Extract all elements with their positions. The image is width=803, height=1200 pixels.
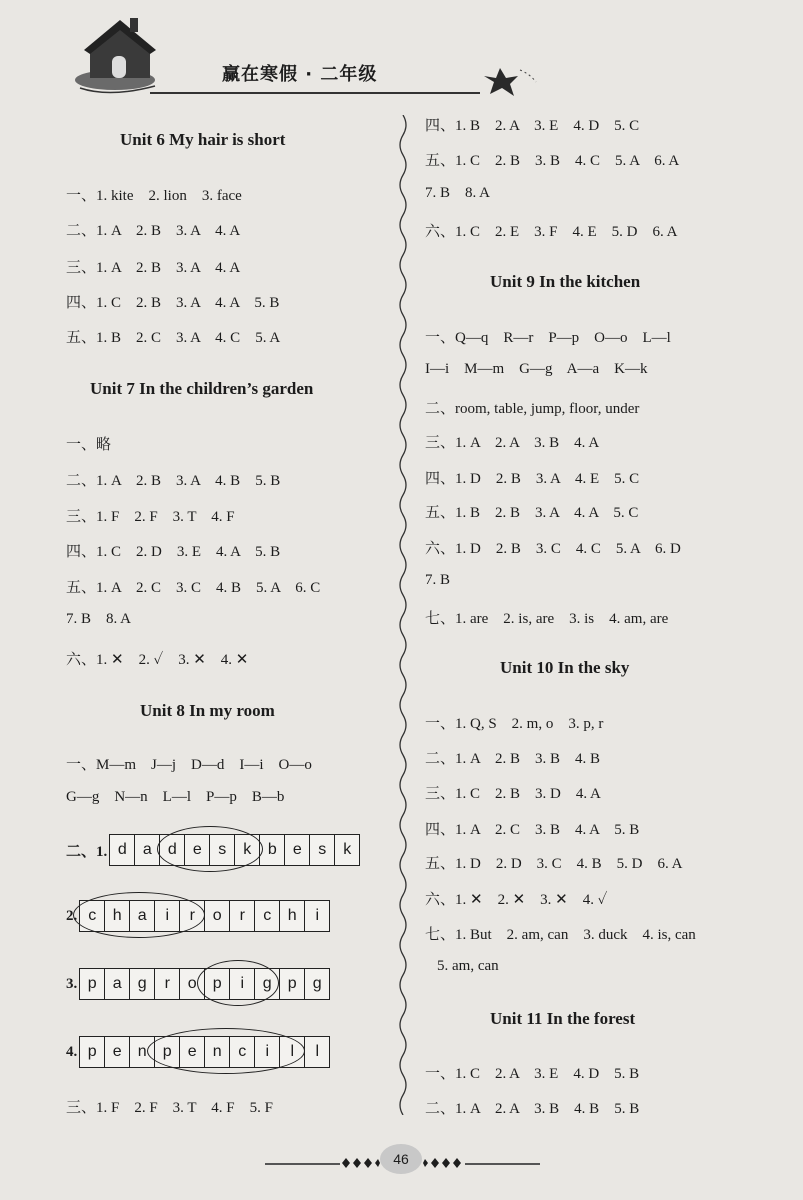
answer-line: 三、1. F 2. F 3. T 4. F 5. F bbox=[66, 1100, 273, 1116]
answer-line: 五、1. A 2. C 3. C 4. B 5. A 6. C bbox=[66, 580, 321, 596]
answer-line: 三、1. A 2. A 3. B 4. A bbox=[425, 435, 600, 451]
answer-line: 一、1. kite 2. lion 3. face bbox=[66, 188, 242, 204]
letter-cell: p bbox=[79, 1036, 105, 1068]
letter-cell: g bbox=[305, 968, 330, 1000]
unit8-title: Unit 8 In my room bbox=[140, 701, 275, 720]
letter-cell: c bbox=[255, 900, 280, 932]
word-grid bbox=[66, 1036, 330, 1068]
answer-line: 一、1. Q, S 2. m, o 3. p, r bbox=[425, 716, 604, 732]
answer-line: 二、1. A 2. B 3. B 4. B bbox=[425, 751, 601, 767]
letter-cell: p bbox=[280, 968, 305, 1000]
answer-circle bbox=[197, 960, 279, 1006]
answer-line: 7. B 8. A bbox=[66, 611, 132, 627]
grid-label: 二、1. bbox=[66, 843, 108, 860]
answer-line: 七、1. But 2. am, can 3. duck 4. is, can bbox=[425, 927, 696, 943]
unit6-title: Unit 6 My hair is short bbox=[120, 130, 286, 149]
answer-line: I—i M—m G—g A—a K—k bbox=[425, 361, 648, 377]
letter-cell: g bbox=[130, 968, 155, 1000]
letter-cell: s bbox=[310, 834, 335, 866]
letter-cell: s bbox=[210, 834, 235, 866]
diamond-ornament-left bbox=[338, 1155, 380, 1171]
answer-line: 五、1. B 2. C 3. A 4. C 5. A bbox=[66, 330, 281, 346]
letter-cell: r bbox=[180, 900, 205, 932]
letter-cell: e bbox=[285, 834, 310, 866]
letter-cell: n bbox=[130, 1036, 155, 1068]
letter-cell: k bbox=[335, 834, 360, 866]
letter-cell: a bbox=[105, 968, 130, 1000]
grid-label: 4. bbox=[66, 1043, 78, 1060]
letter-cell: d bbox=[160, 834, 185, 866]
answer-line: 四、1. B 2. A 3. E 4. D 5. C bbox=[425, 118, 640, 134]
letter-cell: i bbox=[255, 1036, 280, 1068]
answer-line: 四、1. C 2. B 3. A 4. A 5. B bbox=[66, 295, 280, 311]
page-number: 46 bbox=[380, 1144, 422, 1174]
unit11-title: Unit 11 In the forest bbox=[490, 1009, 636, 1028]
letter-cell: h bbox=[105, 900, 130, 932]
letter-cells bbox=[79, 1036, 330, 1068]
answer-line: 六、1. ✕ 2. ✕ 3. ✕ 4. ✓ bbox=[425, 892, 608, 908]
column-divider bbox=[393, 115, 413, 1115]
footer-rule-right bbox=[465, 1163, 540, 1165]
answer-line: 五、1. B 2. B 3. A 4. A 5. C bbox=[425, 505, 639, 521]
unit10-title: Unit 10 In the sky bbox=[500, 658, 630, 677]
letter-cell: b bbox=[260, 834, 285, 866]
grid-label: 2. bbox=[66, 907, 78, 924]
answer-line: 六、1. C 2. E 3. F 4. E 5. D 6. A bbox=[425, 224, 678, 240]
answer-circle bbox=[147, 1028, 305, 1074]
unit9-title: Unit 9 In the kitchen bbox=[490, 272, 641, 291]
letter-cell: p bbox=[79, 968, 105, 1000]
book-title: 赢在寒假 · 二年级 bbox=[222, 64, 378, 85]
letter-cells bbox=[79, 900, 330, 932]
answer-line: 二、1. A 2. B 3. A 4. B 5. B bbox=[66, 473, 281, 489]
answer-circle bbox=[73, 892, 205, 938]
answer-line: 五、1. C 2. B 3. B 4. C 5. A 6. A bbox=[425, 153, 680, 169]
answer-line: 三、1. F 2. F 3. T 4. F bbox=[66, 509, 235, 525]
letter-cell: c bbox=[230, 1036, 255, 1068]
word-grid bbox=[66, 968, 330, 1000]
answer-line: 四、1. A 2. C 3. B 4. A 5. B bbox=[425, 822, 640, 838]
letter-cell: g bbox=[255, 968, 280, 1000]
answer-line: 三、1. C 2. B 3. D 4. A bbox=[425, 786, 601, 802]
letter-cell: i bbox=[155, 900, 180, 932]
answer-line: 7. B 8. A bbox=[425, 185, 491, 201]
letter-cell: p bbox=[205, 968, 230, 1000]
answer-line: G—g N—n L—l P—p B—b bbox=[66, 789, 285, 805]
letter-cell: a bbox=[130, 900, 155, 932]
answer-line: 五、1. D 2. D 3. C 4. B 5. D 6. A bbox=[425, 856, 683, 872]
letter-cells bbox=[79, 968, 330, 1000]
house-illustration bbox=[70, 8, 170, 98]
letter-cell: l bbox=[280, 1036, 305, 1068]
answer-line: 二、1. A 2. B 3. A 4. A bbox=[66, 223, 241, 239]
footer-rule-left bbox=[265, 1163, 340, 1165]
letter-cell: c bbox=[79, 900, 105, 932]
letter-cell: i bbox=[305, 900, 330, 932]
answer-line: 一、Q—q R—r P—p O—o L—l bbox=[425, 330, 671, 346]
answer-line: 一、M—m J—j D—d I—i O—o bbox=[66, 757, 312, 773]
letter-cell: l bbox=[305, 1036, 330, 1068]
letter-cell: a bbox=[135, 834, 160, 866]
letter-cell: d bbox=[109, 834, 135, 866]
answer-line: 六、1. D 2. B 3. C 4. C 5. A 6. D bbox=[425, 541, 681, 557]
letter-cell: k bbox=[235, 834, 260, 866]
letter-cell: e bbox=[180, 1036, 205, 1068]
answer-line: 一、1. C 2. A 3. E 4. D 5. B bbox=[425, 1066, 640, 1082]
answer-line: 二、room, table, jump, floor, under bbox=[425, 401, 640, 417]
letter-cell: h bbox=[280, 900, 305, 932]
answer-line: 四、1. D 2. B 3. A 4. E 5. C bbox=[425, 471, 640, 487]
letter-cell: n bbox=[205, 1036, 230, 1068]
answer-line: 七、1. are 2. is, are 3. is 4. am, are bbox=[425, 611, 669, 627]
letter-cell: r bbox=[155, 968, 180, 1000]
word-grid bbox=[66, 834, 360, 866]
letter-cell: o bbox=[205, 900, 230, 932]
answer-line: 三、1. A 2. B 3. A 4. A bbox=[66, 260, 241, 276]
answer-line: 一、略 bbox=[66, 437, 112, 453]
letter-cell: r bbox=[230, 900, 255, 932]
answer-line: 二、1. A 2. A 3. B 4. B 5. B bbox=[425, 1101, 640, 1117]
unit7-title: Unit 7 In the children’s garden bbox=[90, 379, 314, 398]
header-rule bbox=[150, 92, 480, 94]
letter-cells bbox=[109, 834, 360, 866]
answer-line: 六、1. ✕ 2. ✓ 3. ✕ 4. ✕ bbox=[66, 652, 249, 668]
answer-circle bbox=[157, 826, 263, 872]
answer-line: 四、1. C 2. D 3. E 4. A 5. B bbox=[66, 544, 281, 560]
letter-cell: p bbox=[155, 1036, 180, 1068]
star-icon bbox=[480, 60, 540, 100]
diamond-ornament-right bbox=[423, 1155, 465, 1171]
letter-cell: e bbox=[185, 834, 210, 866]
answer-line: 5. am, can bbox=[437, 958, 499, 974]
letter-cell: o bbox=[180, 968, 205, 1000]
word-grid bbox=[66, 900, 330, 932]
answer-line: 7. B bbox=[425, 572, 451, 588]
letter-cell: e bbox=[105, 1036, 130, 1068]
letter-cell: i bbox=[230, 968, 255, 1000]
grid-label: 3. bbox=[66, 975, 78, 992]
